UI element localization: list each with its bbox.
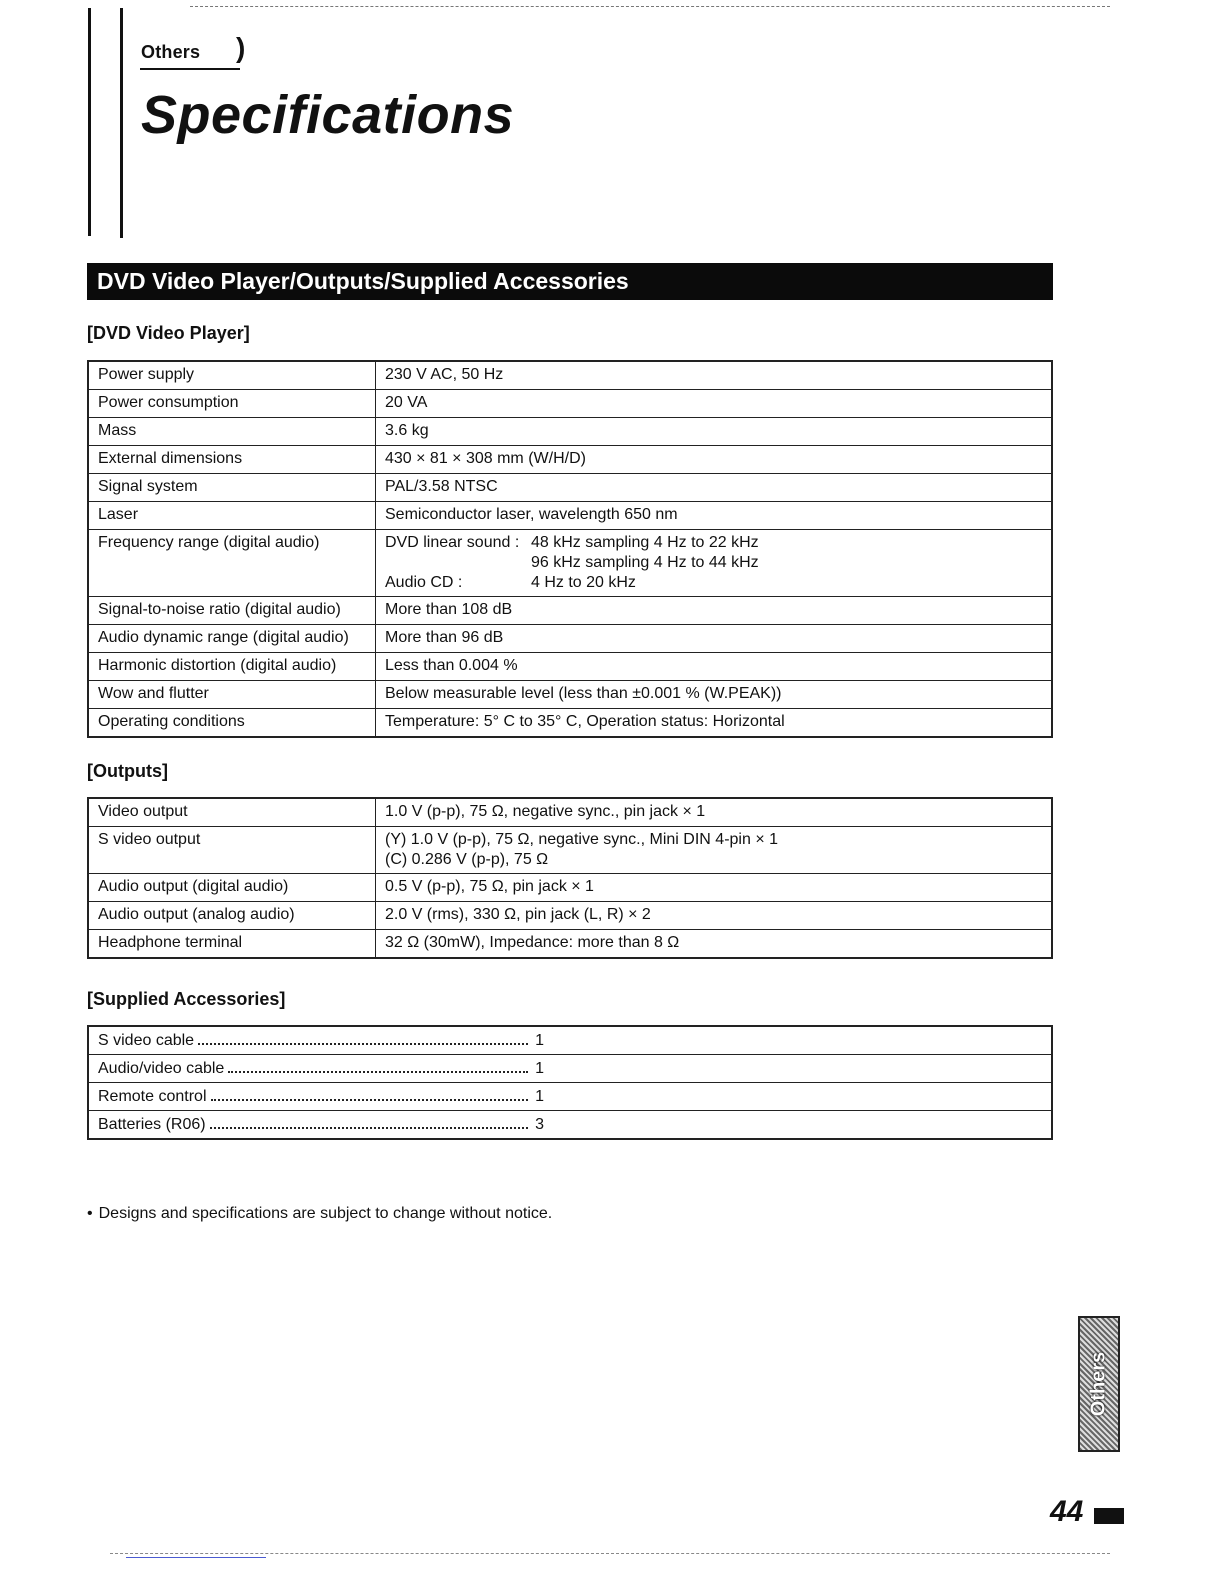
- s-video-y-line: (Y) 1.0 V (p-p), 75 Ω, negative sync., Mini DIN 4-pin × 1: [385, 831, 779, 848]
- table-row: [88, 361, 1052, 390]
- scan-artifact-bottom: [110, 1553, 1110, 1554]
- section-tag-bracket: ): [236, 32, 246, 63]
- table-row: [88, 874, 1052, 902]
- accessories-heading: [Supplied Accessories]: [87, 989, 286, 1009]
- table-row: [88, 418, 1052, 446]
- dot-leader: [210, 1127, 528, 1129]
- spec-value: Temperature: 5° C to 35° C, Operation status: Horizontal: [376, 709, 1053, 738]
- accessory-name: Batteries (R06): [98, 1115, 206, 1133]
- table-row: [88, 625, 1052, 653]
- spec-label: Audio dynamic range (digital audio): [88, 625, 376, 653]
- spec-label: Wow and flutter: [88, 681, 376, 709]
- s-video-c-line: (C) 0.286 V (p-p), 75 Ω: [385, 851, 549, 868]
- margin-bar-left: [88, 8, 91, 236]
- frequency-cd-value: 4 Hz to 20 kHz: [531, 574, 636, 591]
- dvd-player-table: [87, 360, 1053, 738]
- table-row: [88, 390, 1052, 418]
- bullet-icon: •: [87, 1205, 93, 1222]
- dot-leader: [198, 1043, 528, 1045]
- spec-value: 1.0 V (p-p), 75 Ω, negative sync., pin jack × 1: [376, 798, 1053, 827]
- spec-label: Power consumption: [88, 390, 376, 418]
- table-row: [88, 1111, 1052, 1140]
- accessory-item: [98, 1087, 544, 1107]
- accessories-table: [87, 1025, 1053, 1140]
- frequency-dvd-line: [385, 533, 1042, 553]
- footnote: [87, 1205, 552, 1223]
- page-number: 44: [1050, 1495, 1084, 1528]
- spec-value: 32 Ω (30mW), Impedance: more than 8 Ω: [376, 930, 1053, 959]
- spec-value: Less than 0.004 %: [376, 653, 1053, 681]
- section-tag: [141, 32, 246, 63]
- accessory-item: [98, 1115, 544, 1135]
- accessory-cell: [88, 1111, 1052, 1140]
- spec-value: 0.5 V (p-p), 75 Ω, pin jack × 1: [376, 874, 1053, 902]
- scan-artifact-top: [190, 6, 1110, 7]
- spec-label: Headphone terminal: [88, 930, 376, 959]
- spec-value-s-video: [376, 827, 1053, 874]
- table-row: [88, 827, 1052, 874]
- spec-label: S video output: [88, 827, 376, 874]
- spec-label: Signal system: [88, 474, 376, 502]
- dot-leader: [211, 1099, 529, 1101]
- table-row: [88, 1026, 1052, 1055]
- section-tag-label: Others: [141, 42, 201, 62]
- accessory-qty: 1: [535, 1031, 544, 1049]
- dvd-player-heading: [DVD Video Player]: [87, 323, 250, 343]
- accessory-name: Audio/video cable: [98, 1059, 225, 1077]
- table-row: [88, 653, 1052, 681]
- table-row: [88, 709, 1052, 738]
- frequency-dvd-48k: 48 kHz sampling 4 Hz to 22 kHz: [531, 534, 759, 551]
- spec-label: Harmonic distortion (digital audio): [88, 653, 376, 681]
- table-row: [88, 1083, 1052, 1111]
- table-row: [88, 1055, 1052, 1083]
- accessory-name: Remote control: [98, 1087, 207, 1105]
- frequency-dvd-line-2: [385, 553, 1042, 573]
- table-row: [88, 530, 1052, 597]
- frequency-cd-line: [385, 573, 1042, 593]
- table-row: [88, 446, 1052, 474]
- spec-label: Mass: [88, 418, 376, 446]
- table-row: [88, 681, 1052, 709]
- side-index-tab: [1078, 1316, 1120, 1452]
- scan-artifact-underline: [126, 1557, 266, 1558]
- accessory-qty: 1: [535, 1087, 544, 1105]
- frequency-dvd-label: DVD linear sound :: [385, 534, 520, 551]
- accessory-qty: 1: [535, 1059, 544, 1077]
- accessory-cell: [88, 1055, 1052, 1083]
- spec-value: 2.0 V (rms), 330 Ω, pin jack (L, R) × 2: [376, 902, 1053, 930]
- table-row: [88, 502, 1052, 530]
- spec-value: More than 96 dB: [376, 625, 1053, 653]
- section-tag-underline: [140, 68, 240, 70]
- frequency-dvd-96k: 96 kHz sampling 4 Hz to 44 kHz: [531, 554, 759, 571]
- spec-label: Frequency range (digital audio): [88, 530, 376, 597]
- table-row: [88, 930, 1052, 959]
- spec-value: 230 V AC, 50 Hz: [376, 361, 1053, 390]
- margin-bar-right: [120, 8, 123, 238]
- spec-value: 430 × 81 × 308 mm (W/H/D): [376, 446, 1053, 474]
- spec-value-frequency: [376, 530, 1053, 597]
- dot-leader: [228, 1071, 528, 1073]
- spec-value: 20 VA: [376, 390, 1053, 418]
- spec-label: Video output: [88, 798, 376, 827]
- accessory-qty: 3: [535, 1115, 544, 1133]
- table-row: [88, 597, 1052, 625]
- outputs-table: [87, 797, 1053, 959]
- page-marker-icon: [1094, 1508, 1124, 1524]
- side-tab-label: Others: [1087, 1351, 1110, 1417]
- outputs-heading: [Outputs]: [87, 761, 168, 781]
- spec-value: Semiconductor laser, wavelength 650 nm: [376, 502, 1053, 530]
- spec-value: 3.6 kg: [376, 418, 1053, 446]
- accessory-cell: [88, 1026, 1052, 1055]
- accessory-cell: [88, 1083, 1052, 1111]
- table-row: [88, 902, 1052, 930]
- frequency-cd-label: Audio CD :: [385, 574, 463, 591]
- section-banner: DVD Video Player/Outputs/Supplied Accessories: [87, 263, 1053, 300]
- spec-label: External dimensions: [88, 446, 376, 474]
- accessory-name: S video cable: [98, 1031, 195, 1049]
- spec-value: PAL/3.58 NTSC: [376, 474, 1053, 502]
- spec-value: Below measurable level (less than ±0.001 % (W.PEAK)): [376, 681, 1053, 709]
- spec-label: Audio output (analog audio): [88, 902, 376, 930]
- spec-label: Signal-to-noise ratio (digital audio): [88, 597, 376, 625]
- spec-label: Operating conditions: [88, 709, 376, 738]
- table-row: [88, 474, 1052, 502]
- spec-label: Power supply: [88, 361, 376, 390]
- spec-value: More than 108 dB: [376, 597, 1053, 625]
- footnote-text: Designs and specifications are subject to change without notice.: [98, 1205, 553, 1222]
- spec-label: Audio output (digital audio): [88, 874, 376, 902]
- table-row: [88, 798, 1052, 827]
- spec-label: Laser: [88, 502, 376, 530]
- accessory-item: [98, 1031, 544, 1051]
- accessory-item: [98, 1059, 544, 1079]
- page-title: Specifications: [141, 85, 515, 145]
